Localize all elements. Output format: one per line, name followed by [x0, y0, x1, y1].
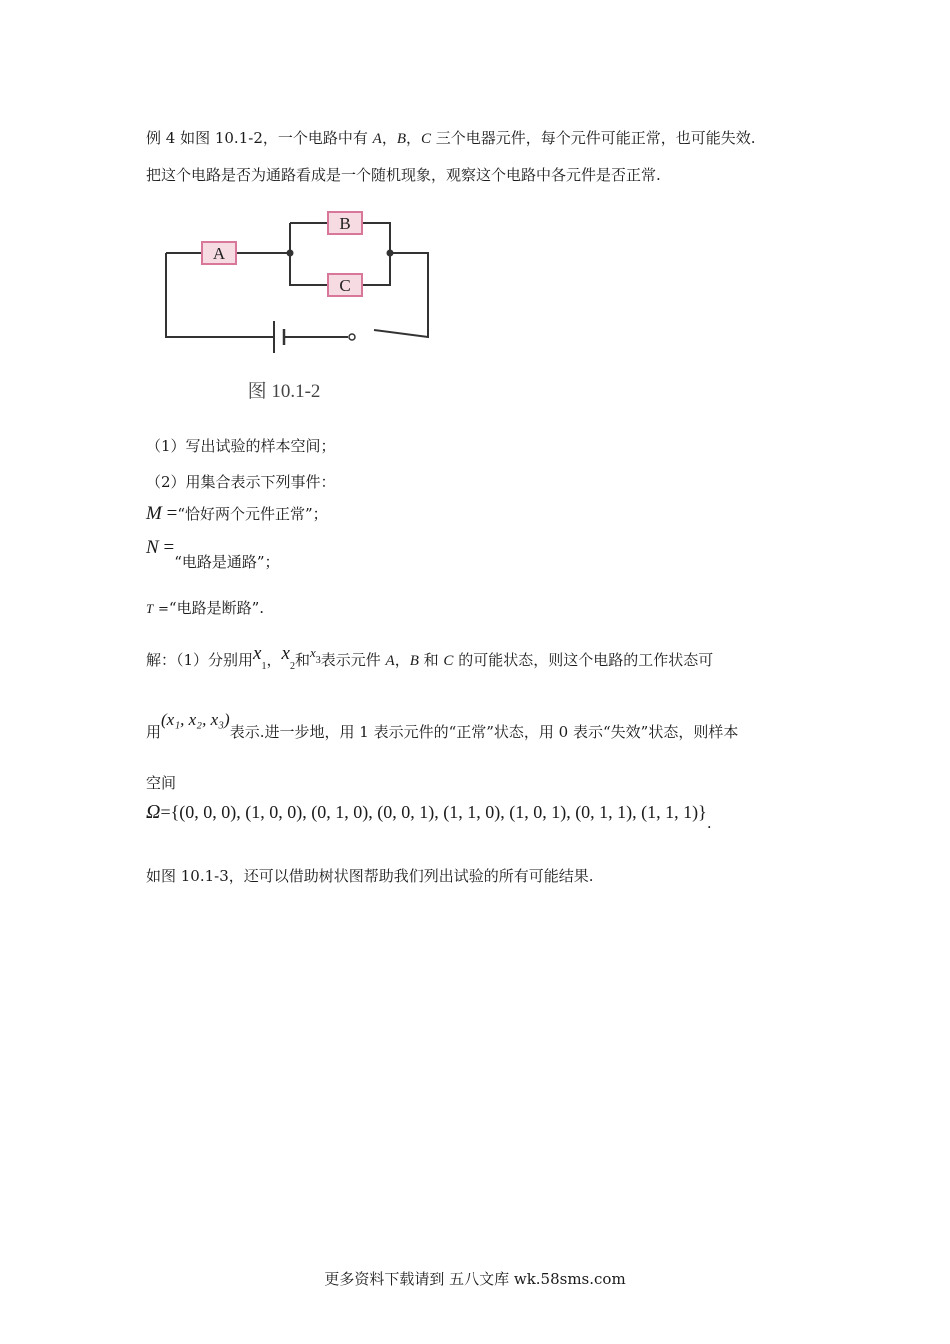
solution-line-1: 解：（1）分别用$x_1$，$x_2$和$x_3$表示元件 A，B 和 C 的可能状态，则这个电路的工作状态可	[146, 643, 714, 672]
figure-caption: 图 10.1-2	[247, 381, 321, 402]
component-c-label: C	[339, 276, 351, 295]
component-a-label: A	[212, 244, 226, 263]
example-line-2: 把这个电路是否为通路看成是一个随机现象，观察这个电路中各元件是否正常.	[146, 166, 661, 184]
solution-line-2: 用(x₁, x₂, x₃)表示.进一步地，用 1 表示元件的“正常”状态，用 0 表示“失效”状态，则样本	[146, 710, 739, 741]
circuit-diagram	[150, 205, 450, 405]
junction-left	[287, 250, 294, 257]
var-a: A	[372, 131, 382, 147]
circuit-wires	[166, 223, 428, 337]
footer-text: 更多资料下载请到 五八文库 wk.58sms.com	[324, 1270, 626, 1288]
solution-line-4: 如图 10.1-3，还可以借助树状图帮助我们列出试验的所有可能结果.	[146, 867, 594, 885]
var-b: B	[396, 131, 406, 147]
example-line-1: 例 4 如图 10.1-2，一个电路中有 A，B，C 三个电器元件，每个元件可能正常，也可能失效.	[146, 129, 756, 147]
solution-line-3: 空间	[146, 774, 177, 792]
event-n: N =“电路是通路”；	[146, 537, 280, 571]
junction-right	[387, 250, 394, 257]
tuple-notation: (x₁, x₂, x₃)	[161, 710, 230, 729]
question-1: （1）写出试验的样本空间；	[146, 437, 336, 455]
question-2: （2）用集合表示下列事件：	[146, 473, 336, 491]
event-m: M =“恰好两个元件正常”；	[146, 503, 328, 524]
event-t: T =“电路是断路”.	[146, 599, 265, 617]
var-c: C	[421, 131, 432, 147]
switch-pivot	[349, 334, 355, 340]
sample-space-formula: Ω={(0, 0, 0), (1, 0, 0), (0, 1, 0), (0, 0, 1), (1, 1, 0), (1, 0, 1), (0, 1, 1), (1, 1, 1)}.	[146, 801, 712, 832]
component-b-label: B	[339, 214, 351, 233]
